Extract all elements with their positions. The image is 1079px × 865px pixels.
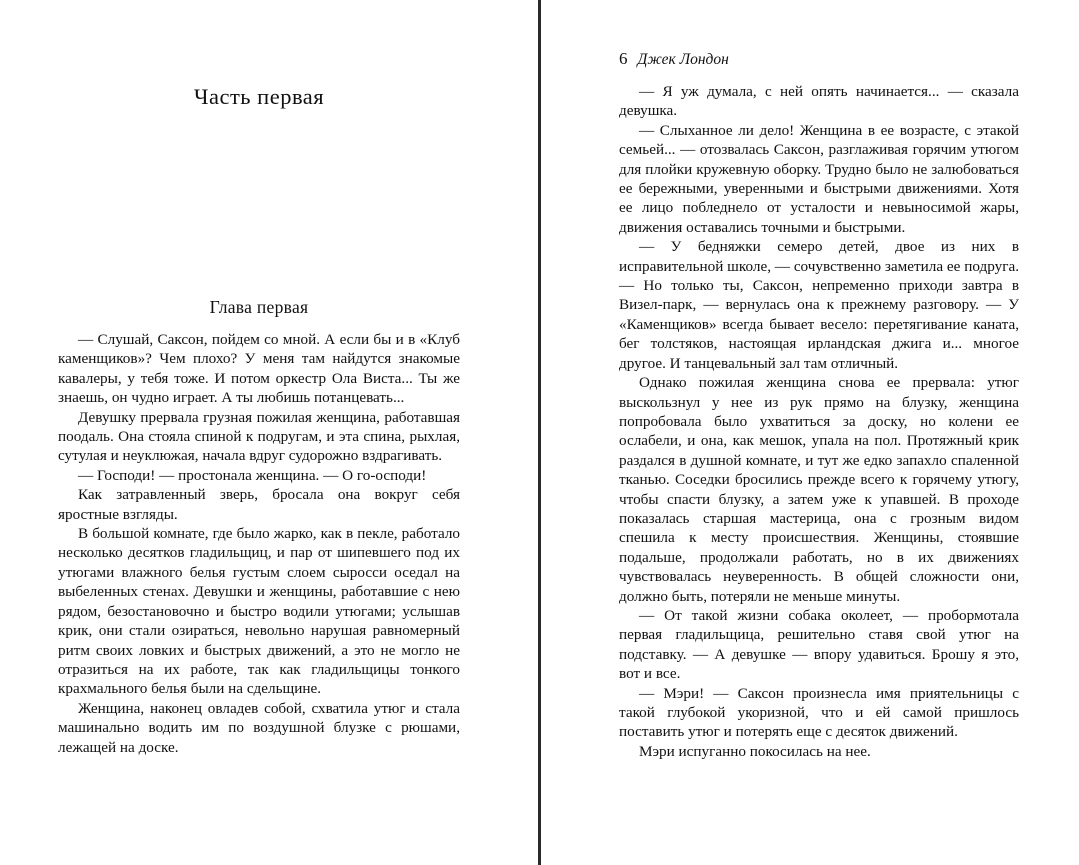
- left-page-body: [58, 330, 460, 757]
- chapter-title: Глава первая: [209, 297, 309, 317]
- paragraph: В большой комнате, где было жарко, как в пекле, работало несколько десятков гладильщиц, и пар от шипевшего под их утюгами влажного белья густым слоем сыросси оседал на выбеленных стенах. Девушки и женщины, работавшие с нею рядом, безостановочно и быстро водили утюгами; услышав крик, они стали озираться, невольно нарушая равномерный ритм своих ловких и быстрых движений, а это не могло не отразиться на их работе, так как гладильщицы тонкого крахмального белья были на сдельщине.: [58, 525, 460, 698]
- paragraph: — Мэри! — Саксон произнесла имя приятельницы с такой глубокой укоризной, что и ей самой пришлось поставить утюг и потерять еще с десяток движений.: [619, 684, 1019, 741]
- right-page: [619, 0, 1019, 865]
- paragraph: Женщина, наконец овладев собой, схватила утюг и стала машинально водить им по воздушной блузке с рюшами, лежащей на доске.: [58, 699, 460, 756]
- running-head: [619, 49, 729, 69]
- paragraph: Девушку прервала грузная пожилая женщина, работавшая поодаль. Она стояла спиной к подругам, и эта спина, рыхлая, сутулая и неуклюжая, начала вдруг судорожно вздрагивать.: [58, 408, 460, 465]
- running-title: Джек Лондон: [637, 51, 729, 68]
- paragraph: — От такой жизни собака околеет, — пробормотала первая гладильщица, решительно ставя свой утюг на подставку. — А девушке — впору удавиться. Брошу я это, вот и все.: [619, 606, 1019, 683]
- paragraph: — Я уж думала, с ней опять начинается... — сказала девушка.: [619, 83, 1019, 120]
- part-title: Часть первая: [193, 84, 325, 109]
- paragraph: Мэри испуганно покосилась на нее.: [639, 742, 871, 760]
- book-spine-divider: [538, 0, 541, 865]
- paragraph: — Слушай, Саксон, пойдем со мной. А если бы и в «Клуб каменщиков»? Чем плохо? У меня там найдутся знакомые кавалеры, у тебя тоже. И потом оркестр Ола Виста... Ты же знаешь, он чудно играет. А ты любишь потанцевать...: [58, 331, 460, 407]
- page-number: 6: [619, 49, 628, 68]
- paragraph: Однако пожилая женщина снова ее прервала: утюг выскользнул у нее из рук прямо на блузку, женщина попробовала было ухватиться за доску, но колени ее ослабели, и она, как мешок, упала на пол. Протяжный крик раздался в душной комнате, и тут же едко запахло спаленной тканью. Соседки бросились прежде всего к горячему утюгу, чтобы спасти блузку, а затем уже к упавшей. В проходе показалась старшая мастерица, она с грозным видом спешила к месту происшествия. Женщины, стоявшие подальше, продолжали работать, но в их движениях чувствовалась неуверенность. В общей сложности они, должно быть, потеряли не меньше минуты.: [619, 374, 1019, 605]
- left-page: [58, 0, 460, 865]
- right-page-body: [619, 82, 1019, 761]
- paragraph: Как затравленный зверь, бросала она вокруг себя яростные взгляды.: [58, 486, 460, 523]
- paragraph: — Слыханное ли дело! Женщина в ее возрасте, с этакой семьей... — отозвалась Саксон, разглаживая горячим утюгом для плойки кружевную оборку. Трудно было не залюбоваться ее бережными, уверенными и быстрыми движениями. Хотя ее лицо побледнело от усталости и невыносимой жары, движения оставались точными и быстрыми.: [619, 121, 1019, 236]
- paragraph: — У бедняжки семеро детей, двое из них в исправительной школе, — сочувственно заметила ее подруга. — Но только ты, Саксон, непременно приходи завтра в Визел-парк, — вернулась она к прежнему разговору. — У «Каменщиков» всегда бывает весело: перетягивание каната, бег толстяков, настоящая ирландская джига и... многое другое. И танцевальный зал там отличный.: [619, 238, 1019, 372]
- paragraph: — Господи! — простонала женщина. — О го-осподи!: [78, 466, 427, 484]
